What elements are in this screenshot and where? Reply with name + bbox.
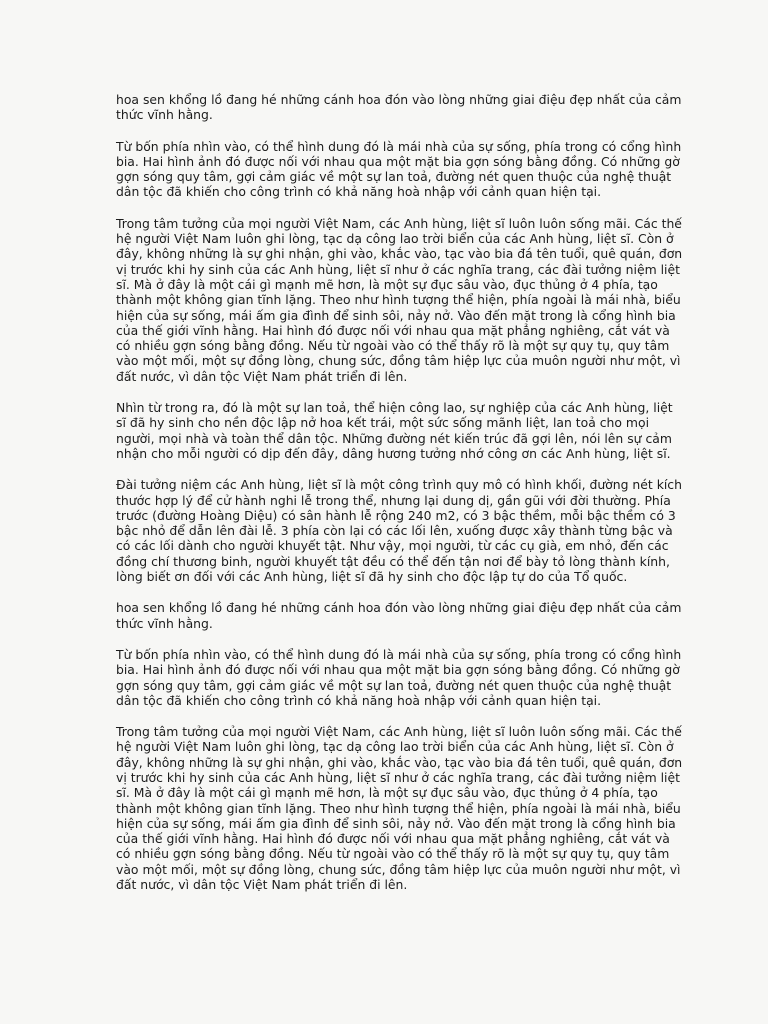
paragraph-8: Trong tâm tưởng của mọi người Việt Nam, các Anh hùng, liệt sĩ luôn luôn sống mãi. Các thế hệ người Việt Nam luôn ghi lòng, tạc dạ công lao trời biển của các Anh hùng, liệt sĩ. Còn ở đây, không những là sự ghi nhận, ghi vào, khắc vào, tạc vào bia đá tên tuổi, quê quán, đơn vị trước khi hy sinh của các Anh hùng, liệt sĩ như ở các nghĩa trang, các đài tưởng niệm liệt sĩ. Mà ở đây là một cái gì mạnh mẽ hơn, là một sự đục sâu vào, đục thủng ở 4 phía, tạo thành một không gian tĩnh lặng. Theo như hình tượng thể hiện, phía ngoài là mái nhà, biểu hiện của sự sống, mái ấm gia đình để sinh sôi, nảy nở. Vào đến mặt trong là cổng hình bia của thế giới vĩnh hằng. Hai hình đó được nối với nhau qua mặt phẳng nghiêng, cắt vát và có nhiều gợn sóng bằng đồng. Nếu từ ngoài vào có thể thấy rõ là một sự quy tụ, quy tâm vào một mối, một sự đồng lòng, chung sức, đồng tâm hiệp lực của muôn người như một, vì đất nước, vì dân tộc Việt Nam phát triển đi lên. bbox=[116, 724, 683, 893]
paragraph-4: Nhìn từ trong ra, đó là một sự lan toả, thể hiện công lao, sự nghiệp của các Anh hùng, liệt sĩ đã hy sinh cho nền độc lập nở hoa kết trái, một sức sống mãnh liệt, lan toả cho mọi người, mọi nhà và toàn thể dân tộc. Những đường nét kiến trúc đã gợi lên, nói lên sự cảm nhận cho mỗi người có dịp đến đây, dâng hương tưởng nhớ công ơn các Anh hùng, liệt sĩ. bbox=[116, 400, 673, 461]
paragraph-7: Từ bốn phía nhìn vào, có thể hình dung đó là mái nhà của sự sống, phía trong có cổng hình bia. Hai hình ảnh đó được nối với nhau qua một mặt bia gợn sóng bằng đồng. Có những gờ gợn sóng quy tâm, gợi cảm giác về một sự lan toả, đường nét quen thuộc của nghệ thuật dân tộc đã khiến cho công trình có khả năng hoà nhập với cảnh quan hiện tại. bbox=[116, 646, 682, 708]
paragraph-3: Trong tâm tưởng của mọi người Việt Nam, các Anh hùng, liệt sĩ luôn luôn sống mãi. Các thế hệ người Việt Nam luôn ghi lòng, tạc dạ công lao trời biển của các Anh hùng, liệt sĩ. Còn ở đây, không những là sự ghi nhận, ghi vào, khắc vào, tạc vào bia đá tên tuổi, quê quán, đơn vị trước khi hy sinh của các Anh hùng, liệt sĩ như ở các nghĩa trang, các đài tưởng niệm liệt sĩ. Mà ở đây là một cái gì mạnh mẽ hơn, là một sự đục sâu vào, đục thủng ở 4 phía, tạo thành một không gian tĩnh lặng. Theo như hình tượng thể hiện, phía ngoài là mái nhà, biểu hiện của sự sống, mái ấm gia đình để sinh sôi, nảy nở. Vào đến mặt trong là cổng hình bia của thế giới vĩnh hằng. Hai hình đó được nối với nhau qua mặt phẳng nghiêng, cắt vát và có nhiều gợn sóng bằng đồng. Nếu từ ngoài vào có thể thấy rõ là một sự quy tụ, quy tâm vào một mối, một sự đồng lòng, chung sức, đồng tâm hiệp lực của muôn người như một, vì đất nước, vì dân tộc Việt Nam phát triển đi lên. bbox=[116, 215, 683, 384]
paragraph-6: hoa sen khổng lồ đang hé những cánh hoa đón vào lòng những giai điệu đẹp nhất của cảm thức vĩnh hằng. bbox=[116, 600, 682, 631]
paragraph-5: Đài tưởng niệm các Anh hùng, liệt sĩ là một công trình quy mô có hình khối, đường nét kích thước hợp lý để cử hành nghi lễ trong thể, nhưng lại dung dị, gần gũi với đời thường. Phía trước (đường Hoàng Diệu) có sân hành lễ rộng 240 m2, có 3 bậc thềm, mỗi bậc thềm có 3 bậc nhỏ để dẫn lên đài lễ. 3 phía còn lại có các lối lên, xuống được xây thành từng bậc và có các lối dành cho người khuyết tật. Như vậy, mọi người, từ các cụ già, em nhỏ, đến các đồng chí thương binh, người khuyết tật đều có thể đến tận nơi để bày tỏ lòng thành kính, lòng biết ơn đối với các Anh hùng, liệt sĩ đã hy sinh cho độc lập tự do của Tổ quốc. bbox=[116, 477, 682, 585]
paragraph-1: hoa sen khổng lồ đang hé những cánh hoa đón vào lòng những giai điệu đẹp nhất của cảm thức vĩnh hằng. bbox=[116, 92, 682, 123]
paragraph-2: Từ bốn phía nhìn vào, có thể hình dung đó là mái nhà của sự sống, phía trong có cổng hình bia. Hai hình ảnh đó được nối với nhau qua một mặt bia gợn sóng bằng đồng. Có những gờ gợn sóng quy tâm, gợi cảm giác về một sự lan toả, đường nét quen thuộc của nghệ thuật dân tộc đã khiến cho công trình có khả năng hoà nhập với cảnh quan hiện tại. bbox=[116, 138, 682, 200]
